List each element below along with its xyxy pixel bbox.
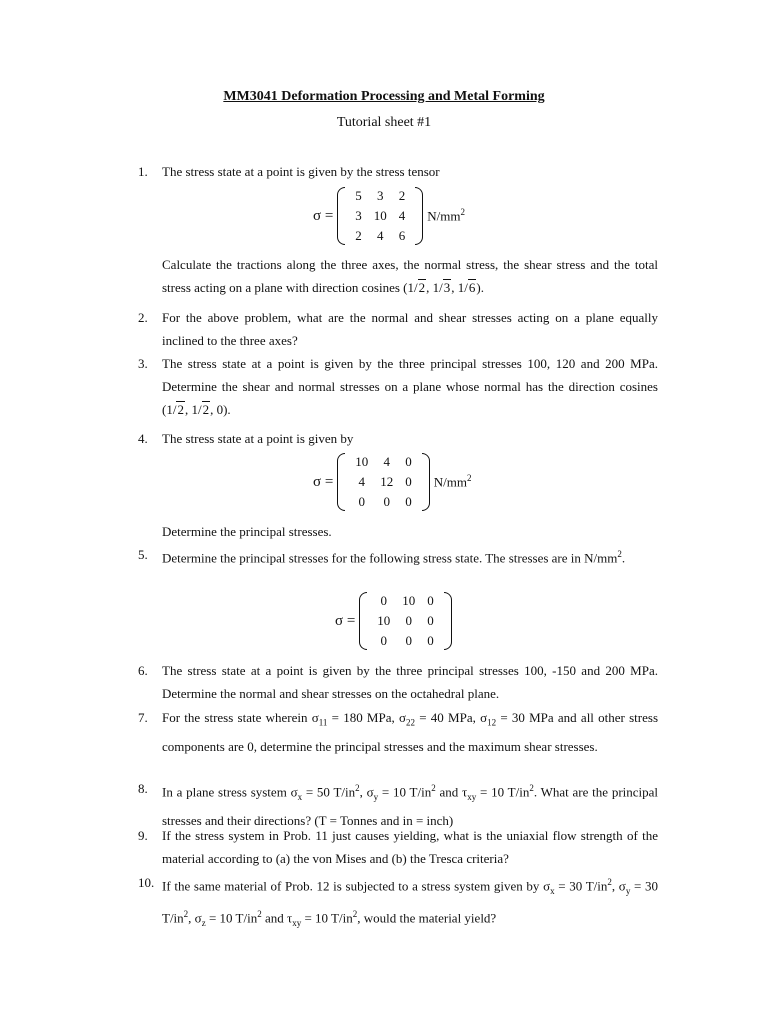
question-4 [138,427,658,450]
question-5: 5. Determine the principal stresses for the following stress state. The stresses are in $N/mm^2$. [138,543,658,569]
question-text: If the stress system in Prob. 11 just causes yielding, what is the uniaxial flow strength of the material according to (a) the von Mises and (b) the Tresca criteria? [162,828,658,866]
matrix [359,591,452,651]
question-text: Determine the principal stresses. [162,524,332,539]
matrix-cell: 4 [383,454,391,469]
matrix-cell: 0 [383,494,391,509]
question-number: 2. [138,310,148,325]
question-text: Calculate the tractions along the three axes, the normal stress, the shear stress and the total stress acting on a plane with direction cosines [162,257,658,295]
question-number: 3. [138,356,148,371]
question-number: 10. [138,875,155,890]
matrix-cell: 5 [355,188,362,203]
matrix-cell: 3 [355,208,362,223]
sigma-symbol: σ = [313,207,334,224]
matrix-cell: 0 [358,494,366,509]
matrix-cell: 4 [398,208,406,223]
matrix-cell: 0 [405,633,413,648]
question-6 [138,659,658,705]
matrix-cell: 4 [377,228,384,243]
question-number: 6. [138,663,148,678]
matrix-cell: 12 [380,474,394,489]
question-text: The stress state at a point is given by the three principal stresses 100, 120 and 200 MPa. Determine the shear and normal stresses on a plane whose normal has the direction cosines [162,356,658,394]
question-10: 10. If the same material of Prob. 12 is subjected to a stress system given by $\sigma_x = 30$ $T/in^2$, $\sigma_y = 30$ $T/in^2$, $\sigma_z = 10$ $T/in^2$ and $\tau_{xy} = 10$ $T/in^2$, would the material yield? [138,871,658,935]
matrix-cell: 2 [355,228,362,243]
question-text: The stress state at a point is given by [162,431,354,446]
question-7: 7. For the stress state wherein $\sigma_{11} = 180$ MPa, $\sigma_{22} = 40$ MPa, $\sigma_{12} = 30$ MPa and all other stress components are 0, determine the principal stresses and the maximum shear stresses. [138,706,658,758]
stress-tensor-4 [313,452,472,512]
matrix-cell: 0 [427,613,434,628]
stress-tensor-5 [335,591,452,651]
matrix [337,186,423,246]
question-number: 7. [138,710,148,725]
matrix-cell: 0 [380,633,388,648]
matrix-cell: 10 [373,208,387,223]
question-1 [138,160,658,183]
matrix-cell: 0 [427,593,434,608]
matrix-cell: 0 [427,633,434,648]
question-number: 1. [138,164,148,179]
matrix-cell: 0 [405,613,413,628]
question-text: Determine the principal stresses for the following stress state. The stresses are in N/mm [162,550,618,566]
unit-label: $N/mm^2$ [427,207,466,224]
question-3: 3. The stress state at a point is given by the three principal stresses 100, 120 and 200 MPa. Determine the shear and normal stresses on a plane whose normal has the direction cosines (1/2, 1/2, 0). [138,352,658,421]
question-text: The stress state at a point is given by the stress tensor [162,164,440,179]
question-4-continued [138,520,658,543]
matrix-cell: 10 [355,454,369,469]
matrix-cell: 3 [377,188,384,203]
question-8: 8. In a plane stress system $\sigma_x = 50$ $T/in^2$, $\sigma_y = 10$ $T/in^2$ and $\tau_{xy} = 10$ $T/in^2$. What are the principal stresses and their directions? (T = Tonnes and in = inch) [138,777,658,832]
question-2 [138,306,658,352]
question-1-continued: Calculate the tractions along the three axes, the normal stress, the shear stress and the total stress acting on a plane with direction cosines (1/2, 1/3, 1/6). [162,257,658,295]
question-number: 8. [138,781,148,796]
sigma-symbol: σ = [335,612,356,629]
question-text: The stress state at a point is given by the three principal stresses 100, -150 and 200 MPa. Determine the normal and shear stresses on the octahedral plane. [162,663,658,701]
matrix-cell: 2 [398,188,406,203]
matrix [337,452,430,512]
document-title: MM3041 Deformation Processing and Metal Forming [223,89,545,104]
matrix-cell: 0 [405,454,412,469]
question-text: principal stresses and their directions? (T = Tonnes and in = inch) [162,784,659,828]
matrix-cell: 10 [402,593,416,608]
unit-label: $N/mm^2$ [433,473,472,490]
matrix-cell: 0 [405,474,412,489]
matrix-cell: 6 [398,228,406,243]
matrix-cell: 0 [405,494,412,509]
document-subtitle: Tutorial sheet #1 [336,115,432,130]
sigma-symbol: σ = [313,473,334,490]
matrix-cell: 10 [377,613,391,628]
question-9 [138,824,658,870]
question-text: For the above problem, what are the normal and shear stresses acting on a plane equally inclined to the three axes? [162,310,658,348]
matrix-cell: 0 [380,593,388,608]
stress-tensor-1 [313,186,465,246]
question-number: 9. [138,828,148,843]
question-number: 5. [138,547,148,562]
question-text: stress components are 0, determine the principal stresses and the maximum shear stresses. [162,710,658,754]
question-number: 4. [138,431,148,446]
matrix-cell: 4 [358,474,366,489]
